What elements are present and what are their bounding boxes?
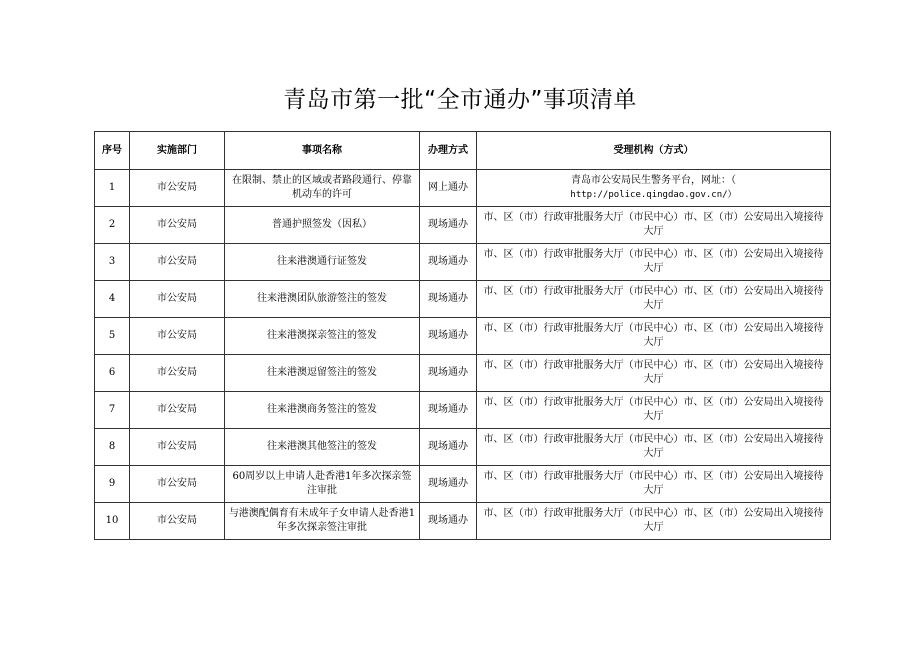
cell-department-text: 市公安局 bbox=[157, 182, 197, 193]
cell-department-text: 市公安局 bbox=[157, 515, 197, 526]
cell-agency bbox=[477, 392, 831, 429]
cell-index bbox=[95, 207, 130, 244]
cell-department bbox=[130, 318, 225, 355]
cell-item-text: 在限制、禁止的区域或者路段通行、停靠机动车的许可 bbox=[232, 175, 412, 200]
document-title: 青岛市第一批“全市通办”事项清单 bbox=[283, 87, 637, 113]
cell-department-text: 市公安局 bbox=[157, 219, 197, 230]
cell-method-text: 网上通办 bbox=[428, 182, 468, 193]
cell-department-text: 市公安局 bbox=[157, 293, 197, 304]
cell-agency bbox=[477, 355, 831, 392]
cell-department-text: 市公安局 bbox=[157, 256, 197, 267]
cell-department bbox=[130, 281, 225, 318]
header-department: 实施部门 bbox=[130, 132, 225, 170]
table-body bbox=[95, 170, 831, 540]
cell-agency-text: 青岛市公安局民生警务平台，网址：（ bbox=[571, 175, 736, 186]
cell-department bbox=[130, 170, 225, 207]
table-row bbox=[95, 318, 831, 355]
cell-item bbox=[225, 318, 420, 355]
cell-agency-text: 市、区（市）行政审批服务大厅（市民中心）市、区（市）公安局出入境接待大厅 bbox=[483, 434, 824, 459]
cell-method bbox=[420, 355, 477, 392]
cell-agency bbox=[477, 170, 831, 207]
cell-item bbox=[225, 466, 420, 503]
cell-index-text: 7 bbox=[108, 404, 116, 415]
cell-method bbox=[420, 318, 477, 355]
cell-method bbox=[420, 392, 477, 429]
table-row bbox=[95, 355, 831, 392]
table-row bbox=[95, 281, 831, 318]
cell-item bbox=[225, 170, 420, 207]
cell-index bbox=[95, 170, 130, 207]
agency-url-link[interactable]: http://police.qingdao.gov.cn/） bbox=[570, 190, 737, 200]
cell-index-text: 10 bbox=[105, 515, 119, 526]
cell-method-text: 现场通办 bbox=[428, 441, 468, 452]
table-row bbox=[95, 244, 831, 281]
cell-index-text: 9 bbox=[108, 478, 116, 489]
cell-agency-text: 市、区（市）行政审批服务大厅（市民中心）市、区（市）公安局出入境接待大厅 bbox=[483, 397, 824, 422]
cell-agency bbox=[477, 466, 831, 503]
cell-index bbox=[95, 392, 130, 429]
cell-method-text: 现场通办 bbox=[428, 367, 468, 378]
cell-department-text: 市公安局 bbox=[157, 367, 197, 378]
cell-agency-text: 市、区（市）行政审批服务大厅（市民中心）市、区（市）公安局出入境接待大厅 bbox=[483, 360, 824, 385]
cell-item-text: 往来港澳团队旅游签注的签发 bbox=[257, 293, 387, 304]
cell-department bbox=[130, 466, 225, 503]
cell-department bbox=[130, 392, 225, 429]
items-table bbox=[94, 131, 831, 540]
cell-index bbox=[95, 503, 130, 540]
cell-index-text: 4 bbox=[108, 293, 116, 304]
cell-item-text: 普通护照签发（因私） bbox=[272, 219, 372, 230]
cell-agency-text: 市、区（市）行政审批服务大厅（市民中心）市、区（市）公安局出入境接待大厅 bbox=[483, 249, 824, 274]
cell-item bbox=[225, 281, 420, 318]
table-row bbox=[95, 170, 831, 207]
cell-index bbox=[95, 355, 130, 392]
header-agency: 受理机构（方式） bbox=[477, 132, 831, 170]
cell-index bbox=[95, 244, 130, 281]
cell-index-text: 5 bbox=[108, 330, 116, 341]
header-index: 序号 bbox=[95, 132, 130, 170]
table-row bbox=[95, 503, 831, 540]
cell-item-text: 往来港澳通行证签发 bbox=[277, 256, 367, 267]
cell-index bbox=[95, 429, 130, 466]
cell-method bbox=[420, 503, 477, 540]
cell-index-text: 8 bbox=[108, 441, 116, 452]
cell-department-text: 市公安局 bbox=[157, 404, 197, 415]
cell-item bbox=[225, 355, 420, 392]
cell-department-text: 市公安局 bbox=[157, 478, 197, 489]
cell-department bbox=[130, 503, 225, 540]
cell-agency bbox=[477, 281, 831, 318]
cell-method-text: 现场通办 bbox=[428, 404, 468, 415]
cell-agency-text: 市、区（市）行政审批服务大厅（市民中心）市、区（市）公安局出入境接待大厅 bbox=[483, 286, 824, 311]
cell-method-text: 现场通办 bbox=[428, 256, 468, 267]
table-header-row bbox=[95, 132, 831, 170]
table-row bbox=[95, 466, 831, 503]
cell-method-text: 现场通办 bbox=[428, 293, 468, 304]
cell-index-text: 2 bbox=[108, 219, 116, 230]
cell-agency bbox=[477, 244, 831, 281]
cell-item bbox=[225, 207, 420, 244]
cell-item-text: 往来港澳逗留签注的签发 bbox=[267, 367, 377, 378]
cell-index bbox=[95, 318, 130, 355]
cell-index-text: 6 bbox=[108, 367, 116, 378]
table-row bbox=[95, 392, 831, 429]
cell-item-text: 往来港澳商务签注的签发 bbox=[267, 404, 377, 415]
header-method: 办理方式 bbox=[420, 132, 477, 170]
cell-item bbox=[225, 392, 420, 429]
cell-agency bbox=[477, 318, 831, 355]
cell-index bbox=[95, 281, 130, 318]
cell-department bbox=[130, 207, 225, 244]
cell-index-text: 3 bbox=[108, 256, 116, 267]
cell-method bbox=[420, 207, 477, 244]
cell-item-text: 与港澳配偶育有未成年子女申请人赴香港1年多次探亲签注审批 bbox=[228, 508, 416, 533]
cell-agency-text: 市、区（市）行政审批服务大厅（市民中心）市、区（市）公安局出入境接待大厅 bbox=[483, 508, 824, 533]
cell-method-text: 现场通办 bbox=[428, 515, 468, 526]
cell-method bbox=[420, 281, 477, 318]
cell-agency-text: 市、区（市）行政审批服务大厅（市民中心）市、区（市）公安局出入境接待大厅 bbox=[483, 323, 824, 348]
cell-method bbox=[420, 466, 477, 503]
cell-department bbox=[130, 244, 225, 281]
header-item: 事项名称 bbox=[225, 132, 420, 170]
cell-method-text: 现场通办 bbox=[428, 330, 468, 341]
cell-agency bbox=[477, 429, 831, 466]
cell-item-text: 往来港澳探亲签注的签发 bbox=[267, 330, 377, 341]
cell-department-text: 市公安局 bbox=[157, 441, 197, 452]
cell-agency-text: 市、区（市）行政审批服务大厅（市民中心）市、区（市）公安局出入境接待大厅 bbox=[483, 471, 824, 496]
cell-method bbox=[420, 429, 477, 466]
cell-agency bbox=[477, 207, 831, 244]
cell-method-text: 现场通办 bbox=[428, 478, 468, 489]
cell-method bbox=[420, 170, 477, 207]
cell-item bbox=[225, 429, 420, 466]
cell-item bbox=[225, 244, 420, 281]
cell-item-text: 60周岁以上申请人赴香港1年多次探亲签注审批 bbox=[232, 471, 412, 496]
table-row bbox=[95, 429, 831, 466]
cell-agency bbox=[477, 503, 831, 540]
cell-index bbox=[95, 466, 130, 503]
cell-department bbox=[130, 429, 225, 466]
cell-item bbox=[225, 503, 420, 540]
table-row bbox=[95, 207, 831, 244]
cell-method-text: 现场通办 bbox=[428, 219, 468, 230]
cell-item-text: 往来港澳其他签注的签发 bbox=[267, 441, 377, 452]
cell-department bbox=[130, 355, 225, 392]
cell-agency-text: 市、区（市）行政审批服务大厅（市民中心）市、区（市）公安局出入境接待大厅 bbox=[483, 212, 824, 237]
cell-index-text: 1 bbox=[108, 182, 116, 193]
cell-department-text: 市公安局 bbox=[157, 330, 197, 341]
cell-method bbox=[420, 244, 477, 281]
